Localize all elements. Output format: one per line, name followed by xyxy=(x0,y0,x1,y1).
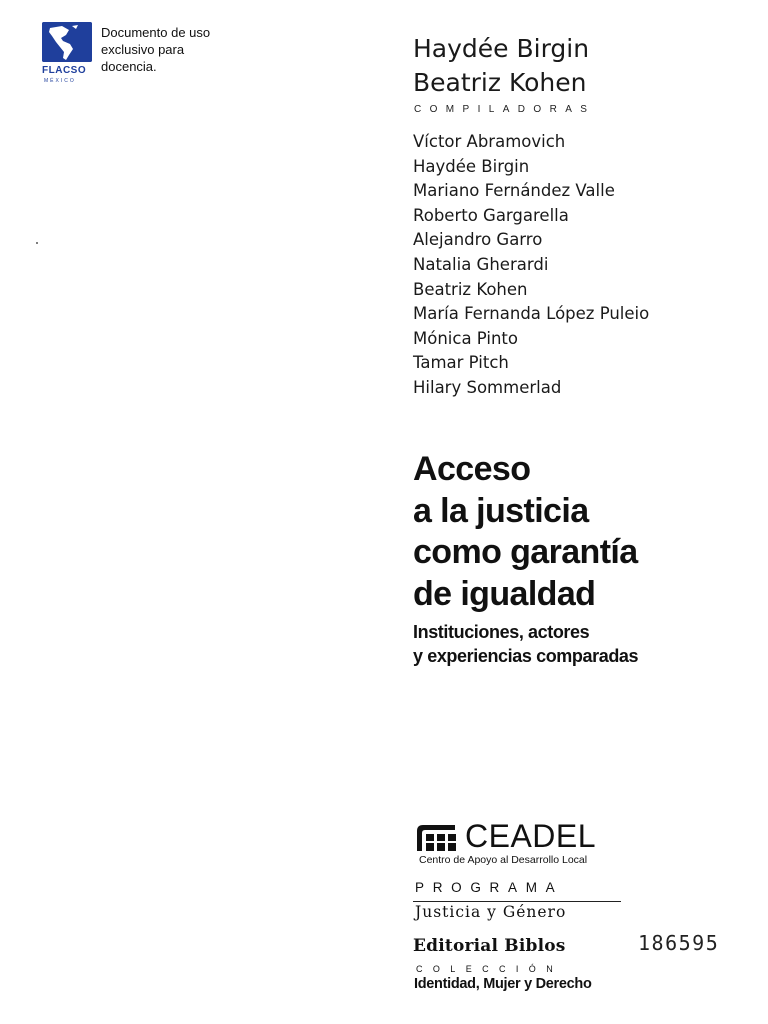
program-divider xyxy=(413,901,621,902)
flacso-stamp xyxy=(42,22,272,92)
publisher-name: Editorial Biblos xyxy=(413,936,566,956)
contributor-name: María Fernanda López Puleio xyxy=(413,304,650,324)
book-title xyxy=(413,449,638,615)
contributor-name: Víctor Abramovich xyxy=(413,132,566,151)
ceadel-logo-icon xyxy=(415,823,461,857)
book-title-line: de igualdad xyxy=(413,574,596,613)
editors-role: COMPILADORAS xyxy=(414,104,596,115)
collection-label: COLECCIÓN xyxy=(416,964,564,974)
call-number: 186595 xyxy=(638,931,720,955)
contributor-name: Haydée Birgin xyxy=(413,156,530,176)
contributor-name: Mónica Pinto xyxy=(413,328,518,348)
ceadel-name: CEADEL xyxy=(465,818,597,854)
contributor-name: Tamar Pitch xyxy=(413,353,509,373)
contributor-name: Roberto Gargarella xyxy=(413,205,569,225)
contributor-name: Beatriz Kohen xyxy=(413,279,528,299)
scan-speck xyxy=(36,242,38,244)
editor-name: Beatriz Kohen xyxy=(413,68,587,97)
collection-name: Identidad, Mujer y Derecho xyxy=(414,976,592,992)
usage-notice: Documento de uso exclusivo para docencia. xyxy=(101,25,211,74)
program-name: Justicia y Género xyxy=(415,903,567,921)
contributor-name: Natalia Gherardi xyxy=(413,254,549,274)
contributor-name: Hilary Sommerlad xyxy=(413,377,562,397)
book-subtitle-line: Instituciones, actores xyxy=(413,622,590,642)
contributor-name: Alejandro Garro xyxy=(413,230,543,250)
ceadel-logo xyxy=(413,816,643,876)
contributor-name: Mariano Fernández Valle xyxy=(413,181,615,201)
contributors-list xyxy=(413,130,649,401)
flacso-logo-text: FLACSO xyxy=(42,65,87,76)
program-label: PROGRAMA xyxy=(415,880,564,895)
flacso-logo-subtext: MÉXICO xyxy=(44,78,76,84)
editor-name: Haydée Birgin xyxy=(413,34,590,63)
book-subtitle-line: y experiencias comparadas xyxy=(413,646,639,666)
editors xyxy=(413,32,589,100)
book-subtitle xyxy=(413,620,638,668)
book-title-line: Acceso xyxy=(413,450,531,488)
book-title-line: a la justicia xyxy=(413,491,589,530)
book-title-line: como garantía xyxy=(413,533,638,571)
americas-map-icon xyxy=(42,22,92,62)
ceadel-full-name: Centro de Apoyo al Desarrollo Local xyxy=(419,854,588,866)
